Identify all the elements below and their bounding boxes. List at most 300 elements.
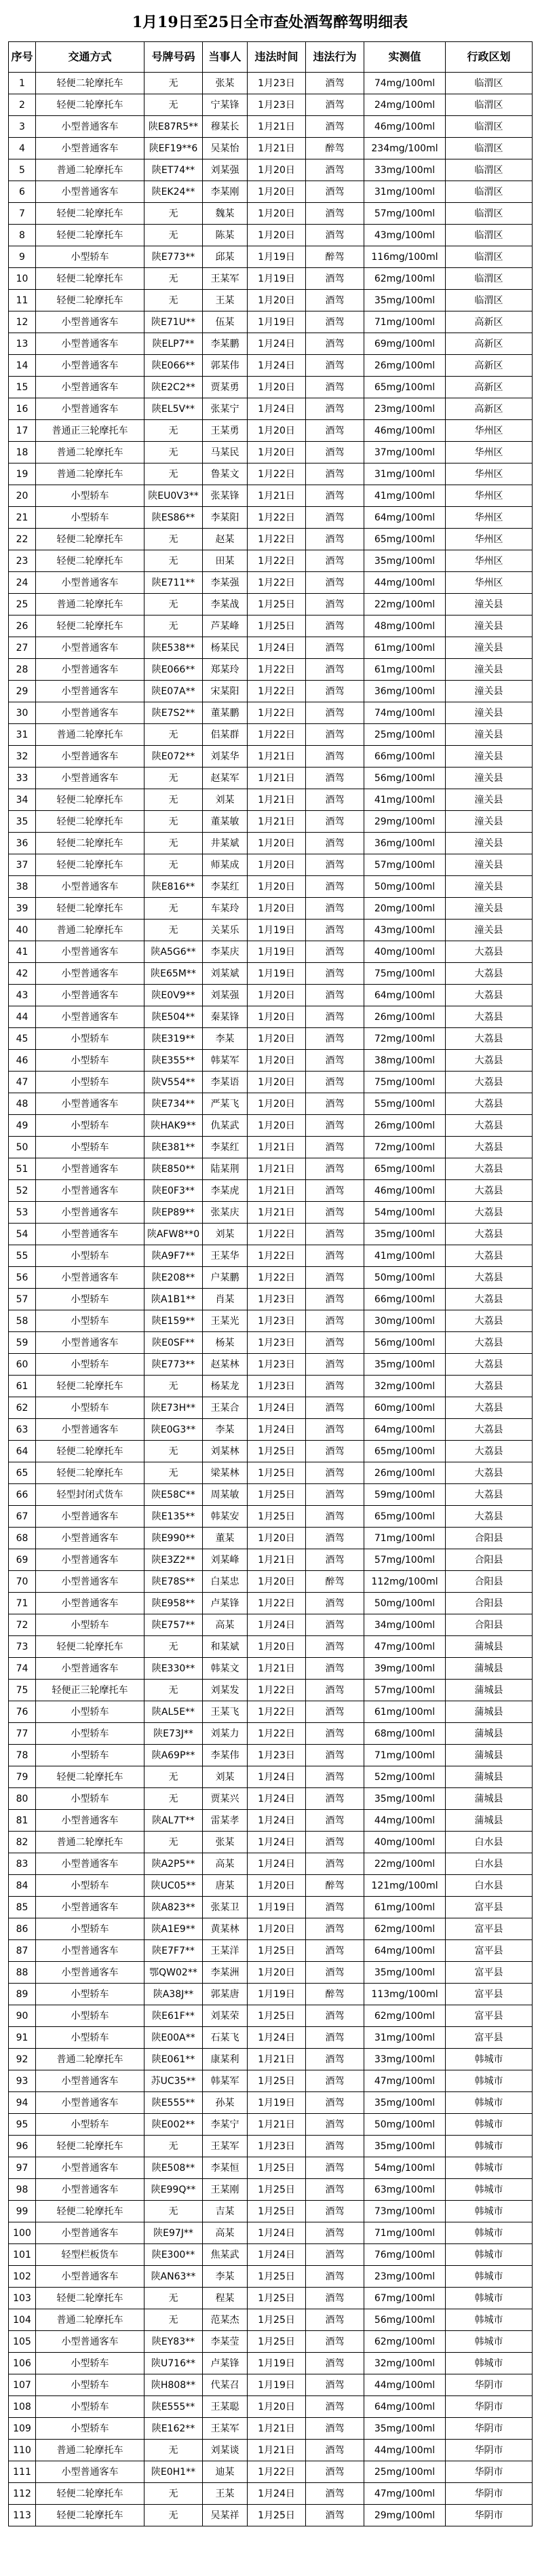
- cell-violation-time: 1月20日: [248, 833, 306, 854]
- cell-violation-time: 1月23日: [248, 1310, 306, 1332]
- cell-index: 20: [9, 485, 36, 507]
- cell-violation-act: 酒驾: [306, 963, 364, 985]
- cell-plate-number: 陕E73H**: [144, 1397, 203, 1419]
- table-row: [9, 2331, 533, 2353]
- cell-violation-time: 1月22日: [248, 1245, 306, 1267]
- cell-district: 大荔县: [446, 1332, 533, 1354]
- cell-plate-number: 陕ELP7**: [144, 333, 203, 355]
- cell-party: 杨某: [203, 1332, 248, 1354]
- cell-party: 刘某林: [203, 1441, 248, 1462]
- cell-district: 华州区: [446, 463, 533, 485]
- cell-index: 79: [9, 1766, 36, 1788]
- cell-measured-value: 46mg/100ml: [364, 1180, 446, 1202]
- cell-measured-value: 34mg/100ml: [364, 1614, 446, 1636]
- cell-vehicle-type: 小型轿车: [36, 1072, 144, 1093]
- cell-vehicle-type: 小型普通客车: [36, 1962, 144, 1984]
- cell-violation-time: 1月19日: [248, 2374, 306, 2396]
- table-row: [9, 2179, 533, 2201]
- cell-plate-number: 陕E816**: [144, 876, 203, 898]
- cell-violation-time: 1月22日: [248, 681, 306, 702]
- cell-index: 102: [9, 2266, 36, 2288]
- cell-violation-time: 1月20日: [248, 876, 306, 898]
- cell-measured-value: 50mg/100ml: [364, 2114, 446, 2136]
- cell-district: 大荔县: [446, 1267, 533, 1289]
- cell-measured-value: 26mg/100ml: [364, 1006, 446, 1028]
- cell-plate-number: 陕E538**: [144, 637, 203, 659]
- table-row: [9, 2157, 533, 2179]
- cell-violation-act: 酒驾: [306, 2244, 364, 2266]
- cell-violation-act: 酒驾: [306, 1028, 364, 1050]
- cell-index: 51: [9, 1158, 36, 1180]
- cell-plate-number: 陕E990**: [144, 1528, 203, 1549]
- table-row: [9, 2070, 533, 2092]
- cell-violation-time: 1月20日: [248, 377, 306, 398]
- table-row: [9, 1224, 533, 1245]
- cell-index: 42: [9, 963, 36, 985]
- cell-index: 10: [9, 268, 36, 290]
- cell-vehicle-type: 小型轿车: [36, 2374, 144, 2396]
- cell-district: 潼关县: [446, 746, 533, 768]
- cell-index: 36: [9, 833, 36, 854]
- cell-violation-act: 酒驾: [306, 1397, 364, 1419]
- cell-index: 100: [9, 2222, 36, 2244]
- cell-index: 89: [9, 1984, 36, 2005]
- cell-index: 86: [9, 1918, 36, 1940]
- cell-vehicle-type: 小型轿车: [36, 1984, 144, 2005]
- cell-party: 和某斌: [203, 1636, 248, 1658]
- cell-district: 蒲城县: [446, 1701, 533, 1723]
- cell-party: 赵某: [203, 529, 248, 550]
- cell-index: 52: [9, 1180, 36, 1202]
- table-row: [9, 2005, 533, 2027]
- cell-measured-value: 47mg/100ml: [364, 2070, 446, 2092]
- cell-measured-value: 44mg/100ml: [364, 572, 446, 594]
- cell-measured-value: 44mg/100ml: [364, 2374, 446, 2396]
- cell-plate-number: 无: [144, 2201, 203, 2222]
- cell-violation-act: 酒驾: [306, 1419, 364, 1441]
- cell-party: 王某刚: [203, 2179, 248, 2201]
- cell-violation-act: 酒驾: [306, 2374, 364, 2396]
- cell-plate-number: 陕E73J**: [144, 1723, 203, 1745]
- cell-district: 临渭区: [446, 138, 533, 159]
- cell-measured-value: 62mg/100ml: [364, 1918, 446, 1940]
- cell-plate-number: 陕E07A**: [144, 681, 203, 702]
- cell-measured-value: 46mg/100ml: [364, 420, 446, 442]
- cell-measured-value: 25mg/100ml: [364, 2461, 446, 2483]
- cell-district: 华阴市: [446, 2461, 533, 2483]
- cell-district: 临渭区: [446, 268, 533, 290]
- cell-violation-act: 酒驾: [306, 1614, 364, 1636]
- cell-vehicle-type: 小型普通客车: [36, 2070, 144, 2092]
- cell-violation-time: 1月20日: [248, 1093, 306, 1115]
- cell-plate-number: 陕E504**: [144, 1006, 203, 1028]
- cell-vehicle-type: 小型普通客车: [36, 1006, 144, 1028]
- cell-violation-act: 酒驾: [306, 2396, 364, 2418]
- cell-index: 90: [9, 2005, 36, 2027]
- cell-index: 71: [9, 1593, 36, 1614]
- cell-vehicle-type: 轻便正三轮摩托车: [36, 1680, 144, 1701]
- cell-violation-act: 酒驾: [306, 789, 364, 811]
- cell-party: 宋某阳: [203, 681, 248, 702]
- cell-measured-value: 65mg/100ml: [364, 1158, 446, 1180]
- header-district: 行政区划: [446, 42, 533, 73]
- cell-index: 33: [9, 768, 36, 789]
- cell-index: 24: [9, 572, 36, 594]
- cell-violation-act: 酒驾: [306, 1636, 364, 1658]
- cell-plate-number: 陕A5G6**: [144, 941, 203, 963]
- cell-district: 韩城市: [446, 2331, 533, 2353]
- cell-violation-act: 酒驾: [306, 1354, 364, 1376]
- cell-violation-time: 1月24日: [248, 2244, 306, 2266]
- table-row: [9, 1984, 533, 2005]
- cell-party: 李某洲: [203, 1962, 248, 1984]
- cell-district: 白水县: [446, 1832, 533, 1853]
- cell-index: 74: [9, 1658, 36, 1680]
- cell-measured-value: 26mg/100ml: [364, 1115, 446, 1137]
- cell-district: 潼关县: [446, 594, 533, 615]
- violations-table: [8, 41, 533, 2526]
- cell-index: 107: [9, 2374, 36, 2396]
- cell-index: 1: [9, 73, 36, 94]
- cell-vehicle-type: 小型轿车: [36, 1028, 144, 1050]
- cell-vehicle-type: 小型轿车: [36, 2418, 144, 2440]
- table-row: [9, 1289, 533, 1310]
- cell-index: 17: [9, 420, 36, 442]
- cell-violation-act: 酒驾: [306, 1962, 364, 1984]
- header-vehicle-type: 交通方式: [36, 42, 144, 73]
- cell-measured-value: 62mg/100ml: [364, 2331, 446, 2353]
- cell-district: 韩城市: [446, 2201, 533, 2222]
- cell-violation-time: 1月24日: [248, 2222, 306, 2244]
- cell-party: 车某玲: [203, 898, 248, 920]
- cell-violation-act: 酒驾: [306, 811, 364, 833]
- cell-measured-value: 40mg/100ml: [364, 941, 446, 963]
- cell-violation-act: 酒驾: [306, 2136, 364, 2157]
- cell-vehicle-type: 小型普通客车: [36, 746, 144, 768]
- cell-party: 刘某斌: [203, 963, 248, 985]
- cell-index: 65: [9, 1462, 36, 1484]
- cell-index: 70: [9, 1571, 36, 1593]
- cell-district: 华阴市: [446, 2505, 533, 2526]
- cell-district: 富平县: [446, 2027, 533, 2049]
- cell-party: 陈某: [203, 225, 248, 246]
- cell-measured-value: 61mg/100ml: [364, 637, 446, 659]
- cell-measured-value: 65mg/100ml: [364, 1441, 446, 1462]
- cell-violation-time: 1月23日: [248, 1354, 306, 1376]
- cell-violation-act: 酒驾: [306, 898, 364, 920]
- cell-plate-number: 陕AFW8**0: [144, 1224, 203, 1245]
- cell-measured-value: 65mg/100ml: [364, 377, 446, 398]
- cell-measured-value: 71mg/100ml: [364, 2222, 446, 2244]
- cell-measured-value: 71mg/100ml: [364, 1745, 446, 1766]
- cell-district: 合阳县: [446, 1528, 533, 1549]
- cell-index: 29: [9, 681, 36, 702]
- table-row: [9, 1072, 533, 1093]
- cell-violation-act: 酒驾: [306, 355, 364, 377]
- cell-district: 大荔县: [446, 941, 533, 963]
- table-row: [9, 985, 533, 1006]
- cell-index: 38: [9, 876, 36, 898]
- cell-district: 大荔县: [446, 1506, 533, 1528]
- cell-violation-time: 1月20日: [248, 1028, 306, 1050]
- cell-violation-act: 醉驾: [306, 1984, 364, 2005]
- cell-vehicle-type: 轻便二轮摩托车: [36, 529, 144, 550]
- cell-party: 焦某武: [203, 2244, 248, 2266]
- table-row: [9, 1875, 533, 1897]
- cell-plate-number: 陕AL5E**: [144, 1701, 203, 1723]
- cell-party: 韩某军: [203, 1050, 248, 1072]
- cell-district: 大荔县: [446, 1137, 533, 1158]
- cell-plate-number: 陕E97J**: [144, 2222, 203, 2244]
- cell-vehicle-type: 小型轿车: [36, 2396, 144, 2418]
- cell-violation-time: 1月21日: [248, 1202, 306, 1224]
- table-row: [9, 159, 533, 181]
- cell-vehicle-type: 轻便二轮摩托车: [36, 73, 144, 94]
- cell-violation-act: 酒驾: [306, 398, 364, 420]
- cell-index: 4: [9, 138, 36, 159]
- cell-plate-number: 陕E162**: [144, 2418, 203, 2440]
- cell-violation-act: 酒驾: [306, 507, 364, 529]
- cell-plate-number: 无: [144, 594, 203, 615]
- cell-party: 郭某伟: [203, 355, 248, 377]
- cell-plate-number: 陕E850**: [144, 1158, 203, 1180]
- cell-violation-time: 1月23日: [248, 2136, 306, 2157]
- cell-district: 临渭区: [446, 181, 533, 203]
- table-row: [9, 1636, 533, 1658]
- cell-district: 华州区: [446, 485, 533, 507]
- table-row: [9, 2483, 533, 2505]
- table-row: [9, 746, 533, 768]
- cell-plate-number: 陕ES86**: [144, 507, 203, 529]
- cell-violation-time: 1月25日: [248, 2201, 306, 2222]
- cell-plate-number: 陕E066**: [144, 659, 203, 681]
- cell-plate-number: 无: [144, 442, 203, 463]
- cell-vehicle-type: 轻型封闭式货车: [36, 1484, 144, 1506]
- cell-measured-value: 31mg/100ml: [364, 2027, 446, 2049]
- cell-plate-number: 无: [144, 2440, 203, 2461]
- cell-party: 李某恒: [203, 2157, 248, 2179]
- cell-index: 54: [9, 1224, 36, 1245]
- cell-index: 16: [9, 398, 36, 420]
- cell-vehicle-type: 轻型栏板货车: [36, 2244, 144, 2266]
- cell-index: 7: [9, 203, 36, 225]
- cell-measured-value: 50mg/100ml: [364, 1593, 446, 1614]
- cell-district: 大荔县: [446, 1028, 533, 1050]
- cell-district: 临渭区: [446, 203, 533, 225]
- cell-district: 富平县: [446, 1918, 533, 1940]
- table-row: [9, 1462, 533, 1484]
- cell-measured-value: 61mg/100ml: [364, 1701, 446, 1723]
- cell-measured-value: 47mg/100ml: [364, 1636, 446, 1658]
- cell-violation-time: 1月24日: [248, 1788, 306, 1810]
- cell-violation-act: 酒驾: [306, 1462, 364, 1484]
- cell-party: 雷某孝: [203, 1810, 248, 1832]
- cell-violation-time: 1月21日: [248, 2049, 306, 2070]
- cell-plate-number: 陕E381**: [144, 1137, 203, 1158]
- cell-violation-time: 1月23日: [248, 1332, 306, 1354]
- cell-violation-act: 酒驾: [306, 702, 364, 724]
- cell-party: 李某红: [203, 1137, 248, 1158]
- cell-index: 62: [9, 1397, 36, 1419]
- cell-measured-value: 26mg/100ml: [364, 1462, 446, 1484]
- cell-violation-act: 酒驾: [306, 1441, 364, 1462]
- cell-index: 61: [9, 1376, 36, 1397]
- table-row: [9, 1788, 533, 1810]
- cell-party: 王某合: [203, 1397, 248, 1419]
- cell-measured-value: 35mg/100ml: [364, 1962, 446, 1984]
- cell-violation-act: 酒驾: [306, 1006, 364, 1028]
- cell-violation-act: 酒驾: [306, 2157, 364, 2179]
- cell-district: 华州区: [446, 572, 533, 594]
- cell-violation-time: 1月25日: [248, 2505, 306, 2526]
- cell-vehicle-type: 小型普通客车: [36, 2092, 144, 2114]
- cell-district: 临渭区: [446, 290, 533, 311]
- cell-measured-value: 23mg/100ml: [364, 398, 446, 420]
- cell-measured-value: 55mg/100ml: [364, 1093, 446, 1115]
- cell-vehicle-type: 小型普通客车: [36, 355, 144, 377]
- cell-index: 22: [9, 529, 36, 550]
- cell-violation-time: 1月24日: [248, 1832, 306, 1853]
- table-row: [9, 2027, 533, 2049]
- cell-measured-value: 35mg/100ml: [364, 1354, 446, 1376]
- cell-violation-time: 1月19日: [248, 2353, 306, 2374]
- cell-vehicle-type: 轻便二轮摩托车: [36, 2201, 144, 2222]
- cell-violation-time: 1月20日: [248, 2396, 306, 2418]
- cell-violation-act: 酒驾: [306, 420, 364, 442]
- cell-district: 临渭区: [446, 94, 533, 116]
- cell-violation-act: 酒驾: [306, 572, 364, 594]
- cell-violation-act: 酒驾: [306, 724, 364, 746]
- cell-measured-value: 63mg/100ml: [364, 2179, 446, 2201]
- table-row: [9, 1484, 533, 1506]
- cell-plate-number: 无: [144, 1832, 203, 1853]
- cell-violation-time: 1月25日: [248, 2179, 306, 2201]
- cell-violation-act: 酒驾: [306, 1832, 364, 1853]
- cell-district: 韩城市: [446, 2157, 533, 2179]
- cell-index: 106: [9, 2353, 36, 2374]
- cell-measured-value: 37mg/100ml: [364, 442, 446, 463]
- cell-party: 刘某谈: [203, 2440, 248, 2461]
- cell-vehicle-type: 小型普通客车: [36, 1593, 144, 1614]
- cell-vehicle-type: 轻便二轮摩托车: [36, 2288, 144, 2309]
- table-row: [9, 1745, 533, 1766]
- cell-measured-value: 22mg/100ml: [364, 1853, 446, 1875]
- cell-measured-value: 71mg/100ml: [364, 311, 446, 333]
- cell-measured-value: 22mg/100ml: [364, 594, 446, 615]
- cell-index: 50: [9, 1137, 36, 1158]
- cell-measured-value: 72mg/100ml: [364, 1028, 446, 1050]
- cell-violation-time: 1月20日: [248, 1918, 306, 1940]
- cell-index: 18: [9, 442, 36, 463]
- cell-violation-act: 酒驾: [306, 2331, 364, 2353]
- cell-district: 高新区: [446, 311, 533, 333]
- cell-party: 张某宁: [203, 398, 248, 420]
- table-row: [9, 2461, 533, 2483]
- cell-plate-number: 无: [144, 2136, 203, 2157]
- cell-district: 韩城市: [446, 2266, 533, 2288]
- cell-index: 59: [9, 1332, 36, 1354]
- cell-violation-act: 酒驾: [306, 2505, 364, 2526]
- cell-vehicle-type: 轻便二轮摩托车: [36, 550, 144, 572]
- cell-plate-number: 无: [144, 1636, 203, 1658]
- table-row: [9, 2353, 533, 2374]
- cell-district: 合阳县: [446, 1593, 533, 1614]
- cell-violation-time: 1月23日: [248, 1745, 306, 1766]
- cell-district: 蒲城县: [446, 1766, 533, 1788]
- cell-violation-time: 1月25日: [248, 1462, 306, 1484]
- cell-plate-number: 陕A2P5**: [144, 1853, 203, 1875]
- cell-measured-value: 61mg/100ml: [364, 659, 446, 681]
- table-row: [9, 225, 533, 246]
- cell-district: 大荔县: [446, 985, 533, 1006]
- table-row: [9, 246, 533, 268]
- cell-party: 董某: [203, 1528, 248, 1549]
- cell-violation-time: 1月24日: [248, 2027, 306, 2049]
- cell-district: 大荔县: [446, 1224, 533, 1245]
- cell-vehicle-type: 轻便二轮摩托车: [36, 1376, 144, 1397]
- cell-party: 张某庆: [203, 1202, 248, 1224]
- cell-violation-time: 1月25日: [248, 2331, 306, 2353]
- cell-plate-number: 陕E757**: [144, 1614, 203, 1636]
- table-row: [9, 637, 533, 659]
- cell-plate-number: 无: [144, 2309, 203, 2331]
- cell-violation-act: 酒驾: [306, 1050, 364, 1072]
- cell-plate-number: 无: [144, 833, 203, 854]
- cell-party: 李某阳: [203, 507, 248, 529]
- cell-vehicle-type: 轻便二轮摩托车: [36, 833, 144, 854]
- cell-plate-number: 陕E711**: [144, 572, 203, 594]
- cell-plate-number: 陕EL5V**: [144, 398, 203, 420]
- table-row: [9, 1506, 533, 1528]
- header-measured-value: 实测值: [364, 42, 446, 73]
- cell-violation-time: 1月20日: [248, 898, 306, 920]
- cell-plate-number: 陕EK24**: [144, 181, 203, 203]
- cell-violation-time: 1月24日: [248, 355, 306, 377]
- cell-vehicle-type: 小型轿车: [36, 1723, 144, 1745]
- cell-plate-number: 无: [144, 920, 203, 941]
- cell-violation-act: 酒驾: [306, 833, 364, 854]
- cell-violation-time: 1月21日: [248, 1180, 306, 1202]
- cell-index: 96: [9, 2136, 36, 2157]
- table-row: [9, 876, 533, 898]
- cell-district: 韩城市: [446, 2179, 533, 2201]
- cell-measured-value: 30mg/100ml: [364, 1310, 446, 1332]
- table-row: [9, 290, 533, 311]
- cell-violation-act: 酒驾: [306, 1310, 364, 1332]
- cell-district: 潼关县: [446, 811, 533, 833]
- cell-party: 王某洋: [203, 1940, 248, 1962]
- cell-violation-time: 1月20日: [248, 1571, 306, 1593]
- cell-violation-act: 酒驾: [306, 225, 364, 246]
- cell-plate-number: 陕E773**: [144, 246, 203, 268]
- cell-violation-act: 酒驾: [306, 290, 364, 311]
- cell-district: 韩城市: [446, 2070, 533, 2092]
- table-row: [9, 2092, 533, 2114]
- cell-measured-value: 46mg/100ml: [364, 116, 446, 138]
- cell-vehicle-type: 小型普通客车: [36, 2157, 144, 2179]
- cell-party: 孙某: [203, 2092, 248, 2114]
- cell-index: 23: [9, 550, 36, 572]
- table-row: [9, 2136, 533, 2157]
- cell-violation-act: 酒驾: [306, 1093, 364, 1115]
- cell-index: 19: [9, 463, 36, 485]
- cell-party: 王某: [203, 2483, 248, 2505]
- cell-violation-act: 酒驾: [306, 1918, 364, 1940]
- cell-violation-time: 1月25日: [248, 2266, 306, 2288]
- cell-district: 富平县: [446, 1962, 533, 1984]
- cell-plate-number: 陕AL7T**: [144, 1810, 203, 1832]
- cell-party: 王某聪: [203, 2396, 248, 2418]
